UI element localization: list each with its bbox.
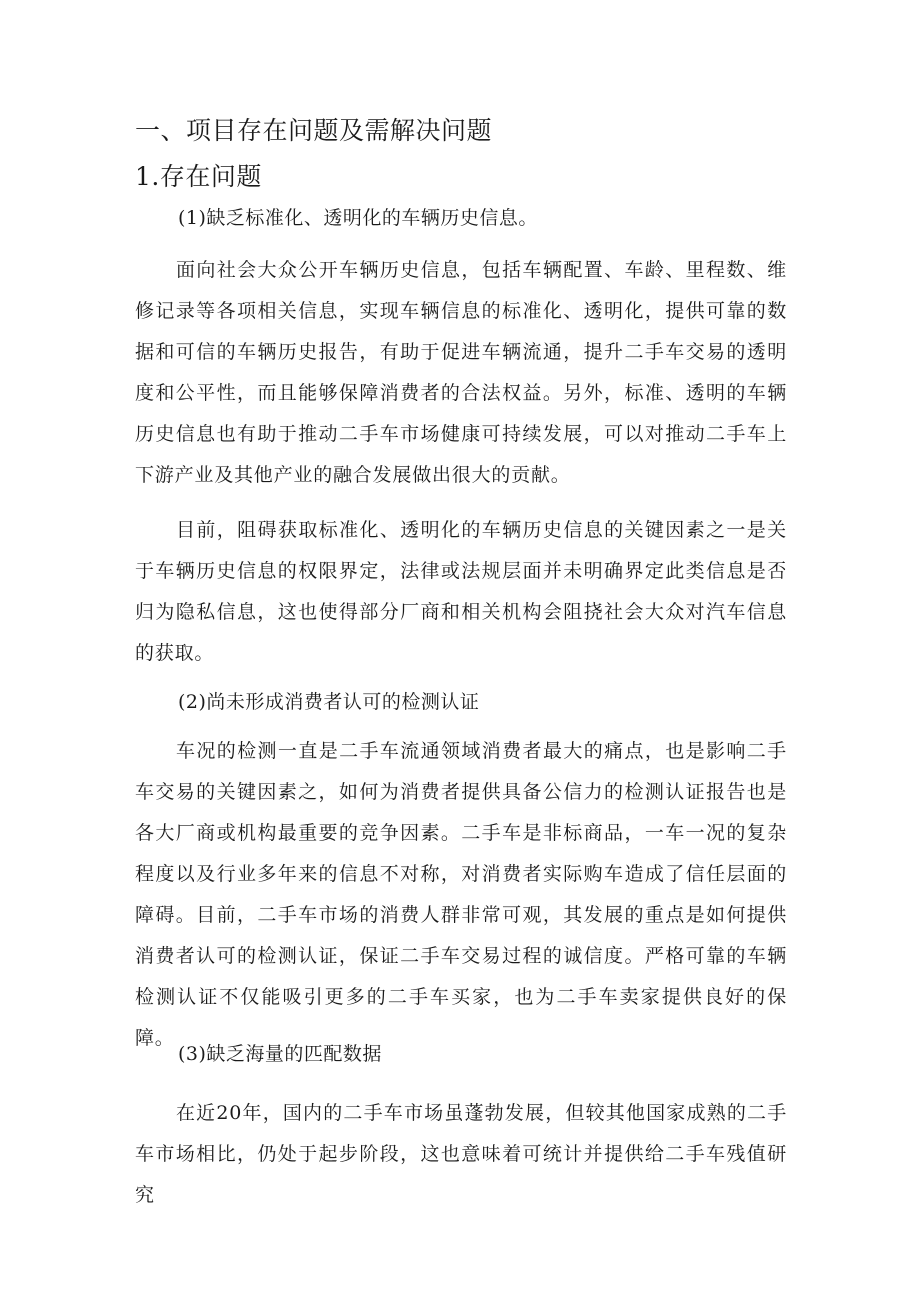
section-2-paragraph-1: 车况的检测一直是二手车流通领域消费者最大的痛点，也是影响二手车交易的关键因素之，如何为消费者提供具备公信力的检测认证报告也是各大厂商或机构最重要的竞争因素。二手车是非标商品，一车一况的复杂程度以及行业多年来的信息不对称，对消费者实际购车造成了信任层面的障碍。目前，二手车市场的消费人群非常可观，其发展的重点是如何提供消费者认可的检测认证，保证二手车交易过程的诚信度。严格可靠的车辆检测认证不仅能吸引更多的二手车买家，也为二手车卖家提供良好的保障。: [135, 740, 787, 1049]
heading-level2: 1.存在问题: [135, 162, 262, 191]
section-1-title: (1)缺乏标准化、透明化的车辆历史信息。: [178, 207, 538, 229]
section-3-paragraph-1: 在近20年，国内的二手车市场虽蓬勃发展，但较其他国家成熟的二手车市场相比，仍处于起步阶段，这也意味着可统计并提供给二手车残值研究: [135, 1102, 787, 1206]
heading-level1: 一、项目存在问题及需解决问题: [135, 116, 493, 145]
section-2-title: (2)尚未形成消费者认可的检测认证: [178, 691, 480, 713]
section-1-paragraph-1: 面向社会大众公开车辆历史信息，包括车辆配置、车龄、里程数、维修记录等各项相关信息，实现车辆信息的标准化、透明化，提供可靠的数据和可信的车辆历史报告，有助于促进车辆流通，提升二手车交易的透明度和公平性，而且能够保障消费者的合法权益。另外，标准、透明的车辆历史信息也有助于推动二手车市场健康可持续发展，可以对推动二手车上下游产业及其他产业的融合发展做出很大的贡献。: [135, 259, 787, 486]
section-3-title: (3)缺乏海量的匹配数据: [178, 1043, 382, 1065]
section-1-paragraph-2: 目前，阻碍获取标准化、透明化的车辆历史信息的关键因素之一是关于车辆历史信息的权限界定，法律或法规层面并未明确界定此类信息是否归为隐私信息，这也使得部分厂商和相关机构会阻挠社会大众对汽车信息的获取。: [135, 519, 787, 664]
